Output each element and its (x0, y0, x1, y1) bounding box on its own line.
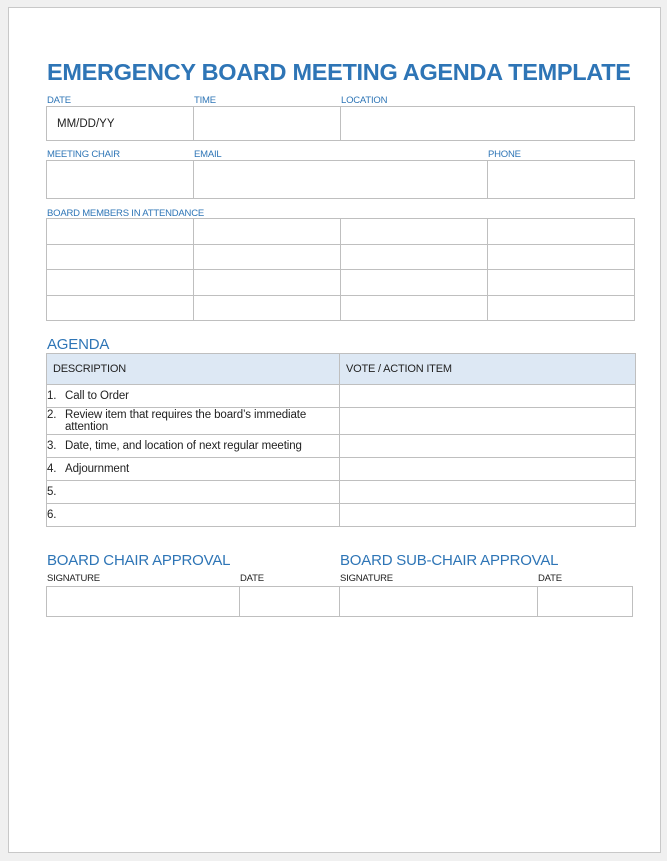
date-label: DATE (47, 95, 71, 106)
attendance-row (47, 219, 635, 245)
time-label: TIME (194, 95, 216, 106)
attendance-row (47, 244, 635, 270)
agenda-row (47, 481, 636, 504)
chair-signature-label: SIGNATURE (47, 573, 100, 584)
phone-label: PHONE (488, 149, 521, 160)
attendance-label: BOARD MEMBERS IN ATTENDANCE (47, 208, 204, 219)
agenda-item[interactable] (47, 504, 340, 527)
location-field[interactable] (341, 107, 635, 141)
attendee-cell[interactable] (47, 244, 194, 270)
agenda-action[interactable] (340, 504, 636, 527)
item-number: 3. (47, 440, 57, 452)
item-text: Adjournment (65, 463, 130, 475)
attendee-cell[interactable] (488, 295, 635, 321)
attendee-cell[interactable] (341, 244, 488, 270)
agenda-row (47, 385, 636, 408)
attendance-row (47, 270, 635, 296)
date-field[interactable]: MM/DD/YY (47, 107, 194, 141)
agenda-item[interactable] (47, 385, 340, 408)
item-number: 6. (47, 509, 57, 521)
agenda-action[interactable] (340, 385, 636, 408)
agenda-row (47, 435, 636, 458)
item-text: Date, time, and location of next regular meeting (65, 440, 302, 452)
chair-date-label: DATE (240, 573, 264, 584)
sub-chair-date-field[interactable] (538, 587, 633, 617)
agenda-action[interactable] (340, 435, 636, 458)
sub-chair-date-label: DATE (538, 573, 562, 584)
attendee-cell[interactable] (341, 219, 488, 245)
board-sub-chair-approval-heading: BOARD SUB-CHAIR APPROVAL (340, 552, 559, 569)
attendee-cell[interactable] (194, 244, 341, 270)
agenda-item[interactable] (47, 408, 340, 435)
item-number: 2. (47, 409, 57, 421)
chair-signature-field[interactable] (47, 587, 240, 617)
agenda-heading: AGENDA (47, 336, 110, 353)
agenda-row (47, 504, 636, 527)
attendee-cell[interactable] (194, 295, 341, 321)
contact-table (46, 160, 635, 199)
sub-chair-signature-field[interactable] (340, 587, 538, 617)
time-field[interactable] (194, 107, 341, 141)
attendance-row (47, 295, 635, 321)
meeting-chair-label: MEETING CHAIR (47, 149, 120, 160)
attendee-cell[interactable] (194, 219, 341, 245)
agenda-item[interactable] (47, 481, 340, 504)
meeting-info-table (46, 106, 635, 141)
attendee-cell[interactable] (47, 270, 194, 296)
attendee-cell[interactable] (488, 270, 635, 296)
attendee-cell[interactable] (488, 219, 635, 245)
item-number: 5. (47, 486, 57, 498)
agenda-action[interactable] (340, 458, 636, 481)
attendee-cell[interactable] (194, 270, 341, 296)
attendee-cell[interactable] (47, 219, 194, 245)
approval-table (46, 586, 633, 617)
phone-field[interactable] (488, 161, 635, 199)
agenda-row (47, 408, 636, 435)
description-column-header: DESCRIPTION (47, 354, 340, 385)
agenda-action[interactable] (340, 481, 636, 504)
agenda-row (47, 458, 636, 481)
sub-chair-signature-label: SIGNATURE (340, 573, 393, 584)
item-number: 1. (47, 390, 57, 402)
meeting-chair-field[interactable] (47, 161, 194, 199)
item-number: 4. (47, 463, 57, 475)
chair-date-field[interactable] (240, 587, 340, 617)
attendance-table (46, 218, 635, 321)
action-column-header: VOTE / ACTION ITEM (340, 354, 636, 385)
agenda-item[interactable] (47, 435, 340, 458)
email-label: EMAIL (194, 149, 222, 160)
agenda-table (46, 353, 636, 527)
attendee-cell[interactable] (341, 295, 488, 321)
board-chair-approval-heading: BOARD CHAIR APPROVAL (47, 552, 231, 569)
attendee-cell[interactable] (47, 295, 194, 321)
agenda-item[interactable] (47, 458, 340, 481)
agenda-header-row (47, 354, 636, 385)
item-text: Review item that requires the board’s immediate attention (65, 409, 307, 433)
location-label: LOCATION (341, 95, 388, 106)
email-field[interactable] (194, 161, 488, 199)
item-text: Call to Order (65, 390, 129, 402)
document-title: EMERGENCY BOARD MEETING AGENDA TEMPLATE (47, 59, 631, 85)
attendee-cell[interactable] (488, 244, 635, 270)
agenda-action[interactable] (340, 408, 636, 435)
attendee-cell[interactable] (341, 270, 488, 296)
